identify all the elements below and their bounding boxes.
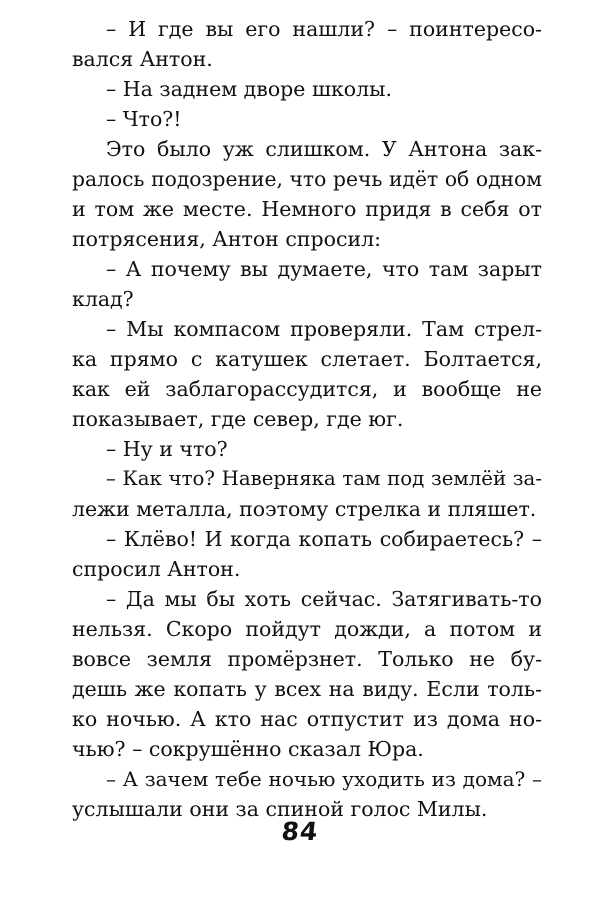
text-line: дешь же копать у всех на виду. Если толь- [72, 677, 542, 701]
text-line: – На заднем дворе школы. [106, 77, 393, 101]
text-line: спросил Антон. [72, 557, 241, 581]
text-line: – А почему вы думаете, что там зарыт [106, 257, 542, 281]
text-line: лежи металла, поэтому стрелка и пляшет. [72, 497, 537, 521]
text-line: услышали они за спиной голос Милы. [72, 797, 488, 821]
text-line: чью? – сокрушённо сказал Юра. [72, 737, 424, 761]
page-number: 84 [280, 817, 320, 846]
text-line: и том же месте. Немного придя в себя от [72, 197, 542, 221]
text-line: нельзя. Скоро пойдут дожди, а потом и [72, 617, 542, 641]
text-line: ка прямо с катушек слетает. Болтается, [72, 347, 542, 371]
text-line: – Ну и что? [106, 437, 228, 461]
text-line: ко ночью. А кто нас отпустит из дома но- [72, 707, 542, 731]
text-line: – Да мы бы хоть сейчас. Затягивать-то [106, 587, 542, 611]
text-line: вался Антон. [72, 47, 213, 71]
body-text [72, 14, 542, 824]
text-line: показывает, где север, где юг. [72, 407, 404, 431]
text-line: клад? [72, 287, 134, 311]
text-line: – Мы компасом проверяли. Там стрел- [106, 317, 542, 341]
text-line: – Что?! [106, 107, 182, 131]
text-line: как ей заблагорассудится, и вообще не [72, 377, 542, 401]
text-line: Это было уж слишком. У Антона зак- [106, 137, 542, 161]
text-line: – Как что? Наверняка там под землёй за- [106, 467, 542, 490]
text-line: – Клёво! И когда копать собираетесь? – [106, 527, 542, 551]
text-line: – И где вы его нашли? – поинтересо- [106, 17, 542, 41]
text-line: ралось подозрение, что речь идёт об одном [72, 167, 542, 191]
text-line: вовсе земля промёрзнет. Только не бу- [72, 647, 542, 671]
text-line: – А зачем тебе ночью уходить из дома? – [106, 767, 542, 791]
text-line: потрясения, Антон спросил: [72, 227, 382, 251]
